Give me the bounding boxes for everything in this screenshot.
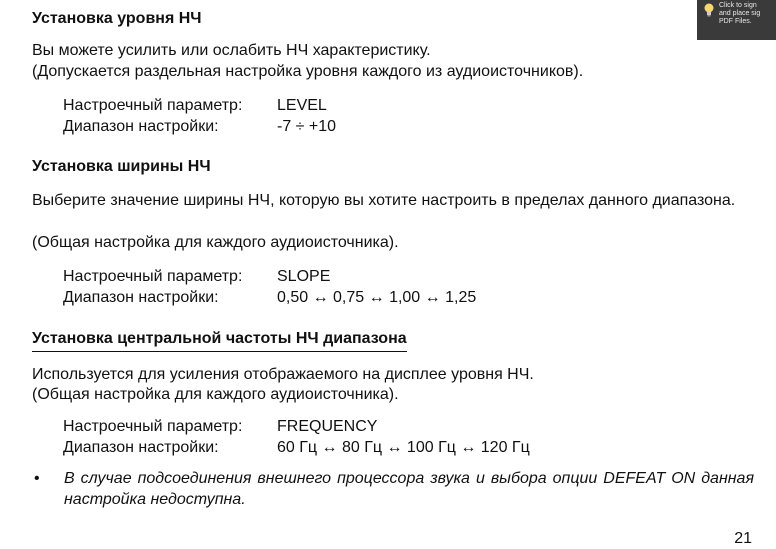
- level-section: [32, 8, 754, 31]
- tooltip-line-1: Click to sign: [719, 2, 757, 9]
- frequency-heading: Установка центральной частоты НЧ диапазона: [32, 328, 407, 352]
- level-description: Вы можете усилить или ослабить НЧ характеристику.: [32, 42, 431, 59]
- level-param-row: [63, 95, 327, 116]
- slope-param-row: [63, 266, 330, 287]
- sign-tooltip[interactable]: [697, 0, 776, 40]
- range-label: Диапазон настройки:: [63, 118, 219, 135]
- frequency-range-row: [63, 437, 530, 458]
- param-label: Настроечный параметр:: [63, 418, 243, 435]
- bullet-marker: •: [34, 470, 40, 487]
- range-label: Диапазон настройки:: [63, 289, 219, 306]
- page-number: 21: [734, 530, 752, 547]
- slope-note: (Общая настройка для каждого аудиоисточника).: [32, 234, 399, 251]
- range-value: -7 ÷ +10: [277, 118, 337, 135]
- level-heading: Установка уровня НЧ: [32, 10, 202, 27]
- slope-heading: Установка ширины НЧ: [32, 158, 211, 175]
- frequency-param-row: [63, 416, 377, 437]
- slope-description: Выберите значение ширины НЧ, которую вы хотите настроить в пределах данного диапазона.: [32, 192, 736, 209]
- range-value: 0,50 ↔ 0,75 ↔ 1,00 ↔ 1,25: [277, 289, 477, 306]
- slope-section: [32, 156, 754, 179]
- note-text: В случае подсоединения внешнего процессора звука и выбора опции DEFEAT ON данная настройка недоступна.: [64, 470, 754, 508]
- level-range-row: [63, 116, 336, 137]
- param-value: FREQUENCY: [277, 418, 378, 435]
- frequency-section: [32, 328, 754, 352]
- tooltip-line-2: and place sig: [719, 10, 761, 17]
- range-label: Диапазон настройки:: [63, 439, 219, 456]
- slope-range-row: [63, 287, 476, 308]
- range-value: 60 Гц ↔ 80 Гц ↔ 100 Гц ↔ 120 Гц: [277, 439, 530, 456]
- param-value: LEVEL: [277, 97, 327, 114]
- tooltip-line-3: PDF Files.: [719, 18, 752, 25]
- level-note: (Допускается раздельная настройка уровня каждого из аудиоисточников).: [32, 63, 584, 80]
- param-value: SLOPE: [277, 268, 331, 285]
- frequency-description: Используется для усиления отображаемого на дисплее уровня НЧ.: [32, 366, 534, 383]
- frequency-note: (Общая настройка для каждого аудиоисточника).: [32, 386, 399, 403]
- param-label: Настроечный параметр:: [63, 268, 243, 285]
- lightbulb-icon: [703, 3, 715, 17]
- param-label: Настроечный параметр:: [63, 97, 243, 114]
